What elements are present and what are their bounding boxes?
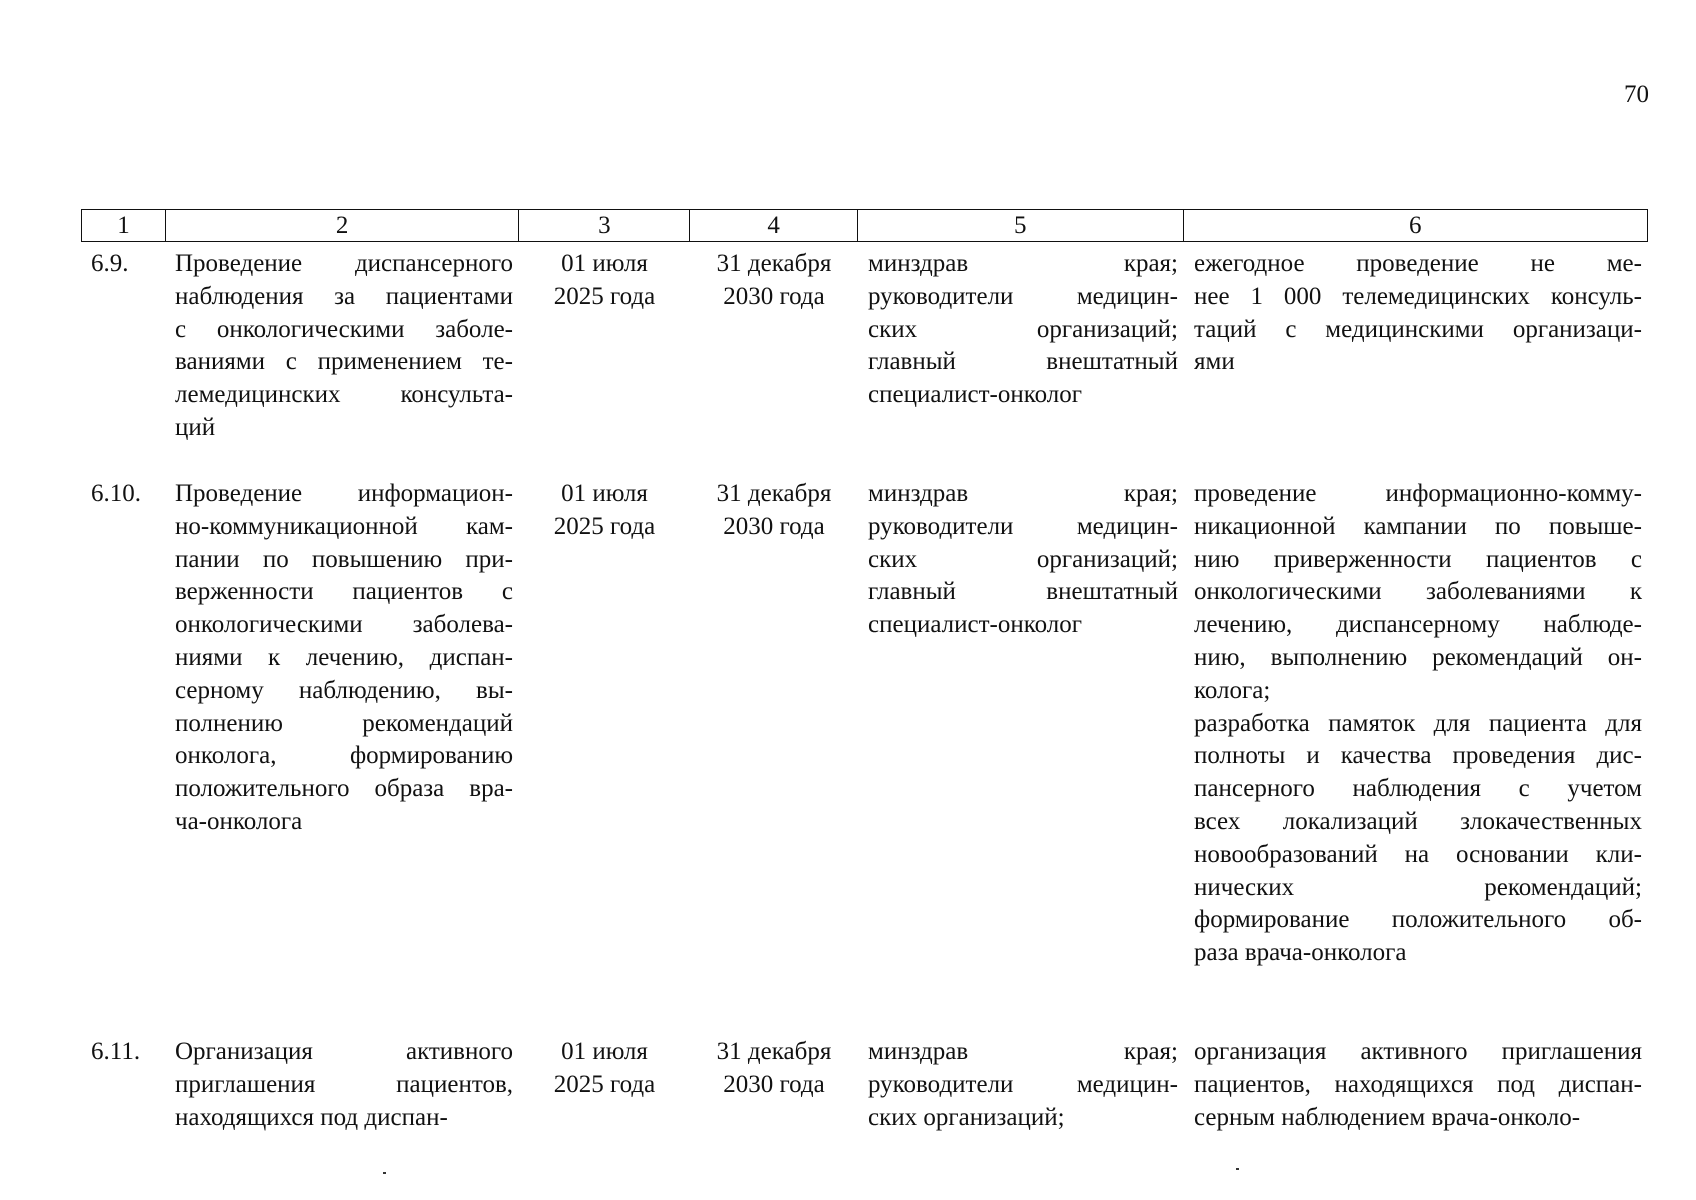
result-cell (1184, 1036, 1648, 1134)
word: руководители (868, 512, 1014, 540)
header-cell-4: 4 (690, 210, 858, 241)
text-line: 2025 года (553, 282, 656, 310)
word: он- (1607, 643, 1642, 671)
word: минздрав (868, 1038, 969, 1065)
word: кли- (1595, 840, 1642, 868)
word: полноты (1194, 742, 1286, 770)
text-line (175, 1069, 513, 1102)
word: ских (868, 545, 918, 573)
text-line: колога; (1194, 676, 1271, 704)
header-cell-2: 2 (166, 210, 520, 241)
text-line (1194, 1069, 1642, 1102)
word: Проведение (175, 480, 303, 507)
word: пациентов, (1194, 1070, 1311, 1098)
word: медицин- (1076, 512, 1178, 540)
text-line: ча-онколога (175, 807, 303, 835)
text-line (175, 740, 513, 773)
result-cell (1184, 478, 1648, 970)
word: заболеваниями (1426, 578, 1586, 606)
word: внештатный (1046, 578, 1178, 606)
word: ских (868, 315, 918, 343)
text-line: 31 декабря (716, 1038, 832, 1065)
word: нических (1194, 873, 1295, 901)
word: таций (1194, 315, 1257, 343)
word: полнению (175, 709, 283, 737)
text-line (175, 478, 513, 511)
measure-description-cell (165, 1036, 519, 1134)
word: руководители (868, 282, 1014, 310)
text-line: 01 июля (561, 1038, 648, 1065)
text-line (868, 1069, 1178, 1102)
word: края; (1123, 250, 1178, 277)
word: организаций; (1036, 315, 1178, 343)
word: консульта- (400, 381, 513, 409)
word: положительного (1391, 906, 1567, 934)
word: лемедицинских (175, 381, 341, 409)
text-line: находящихся под диспан- (175, 1103, 448, 1131)
word: с (175, 315, 187, 343)
measure-description-cell (165, 248, 519, 445)
word: приверженности (1273, 545, 1452, 573)
responsible-cell (858, 1036, 1184, 1134)
word: нию, (1194, 643, 1246, 671)
word: организаций; (1036, 545, 1178, 573)
text-line (175, 379, 513, 412)
word: главный (868, 348, 956, 376)
word: проведение (1356, 250, 1479, 277)
text-line (175, 675, 513, 708)
word: рекомендаций (1432, 643, 1583, 671)
word: ежегодное (1194, 250, 1305, 277)
table-header-row (81, 209, 1648, 242)
text-line (868, 281, 1178, 314)
word: нее (1194, 282, 1230, 310)
word: минздрав (868, 480, 969, 507)
text-line (175, 544, 513, 577)
word: ваниями (175, 348, 266, 376)
text-line (1194, 576, 1642, 609)
text-line: 01 июля (561, 480, 648, 507)
text-line (868, 576, 1178, 609)
text-line (1194, 281, 1642, 314)
word: пациентов (352, 578, 464, 606)
text-line (1194, 248, 1642, 281)
text-line: 2025 года (553, 512, 656, 540)
word: пациентами (385, 282, 513, 310)
word: верженности (175, 578, 314, 606)
text-line (1194, 314, 1642, 347)
text-line: 31 декабря (716, 480, 832, 507)
word: по (262, 545, 289, 573)
text-line: 31 декабря (716, 250, 832, 277)
header-cell-6: 6 (1409, 212, 1422, 239)
word: пациентов (1485, 545, 1597, 573)
word: Организация (175, 1038, 313, 1065)
word: края; (1123, 480, 1178, 507)
scan-speck (383, 1172, 386, 1174)
word: вра- (469, 775, 513, 803)
word: для (1605, 709, 1642, 737)
text-line (868, 478, 1178, 511)
start-date-cell (519, 478, 690, 970)
word: минздрав (868, 250, 969, 277)
word: положительного (175, 775, 350, 803)
word: повыше- (1548, 512, 1642, 540)
text-line: 2030 года (723, 512, 825, 540)
start-date-cell (519, 248, 690, 445)
table-row (81, 478, 1648, 970)
word: с (1518, 775, 1530, 803)
word: 1 (1250, 282, 1263, 310)
word: памяток (1328, 709, 1416, 737)
end-date-cell (690, 1036, 858, 1134)
word: пациентов, (396, 1070, 513, 1098)
text-line (1194, 609, 1642, 642)
word: на (1404, 840, 1430, 868)
word: не (1530, 250, 1555, 277)
row-number-cell: 6.10. (91, 480, 141, 507)
word: те- (482, 348, 513, 376)
word: под (1497, 1070, 1535, 1098)
table-row (81, 248, 1648, 445)
word: заболева- (412, 611, 513, 639)
word: кам- (465, 512, 513, 540)
word: проведения (1452, 742, 1576, 770)
word: с (1285, 315, 1297, 343)
header-cell-1: 1 (82, 210, 166, 241)
word: активного (1360, 1038, 1468, 1065)
text-line (1194, 544, 1642, 577)
word: края; (1123, 1038, 1178, 1065)
word: Проведение (175, 250, 303, 277)
table-row (81, 1036, 1648, 1134)
word: качества (1340, 742, 1432, 770)
row-number-cell: 6.9. (91, 250, 129, 277)
responsible-cell (858, 248, 1184, 445)
word: применением (317, 348, 462, 376)
word: приглашения (1501, 1038, 1642, 1065)
header-cell-3: 3 (519, 210, 690, 241)
end-date-cell (690, 478, 858, 970)
word: образа (374, 775, 445, 803)
header-cell-5: 5 (858, 210, 1184, 241)
word: основании (1455, 840, 1569, 868)
text-line (868, 544, 1178, 577)
word: ме- (1606, 250, 1642, 277)
word: выполнению (1270, 643, 1408, 671)
word: и (1306, 742, 1320, 770)
word: информационно-комму- (1385, 480, 1642, 507)
word: внештатный (1046, 348, 1178, 376)
word: онкологическими (216, 315, 405, 343)
text-line: ями (1194, 348, 1235, 376)
end-date-cell (690, 248, 858, 445)
word: всех (1194, 807, 1241, 835)
text-line: 2030 года (723, 1070, 825, 1098)
word: онкологическими (175, 611, 363, 639)
text-line (1194, 1036, 1642, 1069)
word: медицин- (1076, 1070, 1178, 1098)
text-line (1194, 511, 1642, 544)
word: новообразований (1194, 840, 1378, 868)
word: разработка (1194, 709, 1310, 737)
word: диспансерному (1335, 611, 1500, 639)
text-line: раза врача-онколога (1194, 939, 1407, 967)
word: медицинскими (1325, 315, 1484, 343)
word: 000 (1283, 282, 1322, 310)
word: к (268, 643, 281, 671)
start-date-cell (519, 1036, 690, 1134)
word: наблюдения (1352, 775, 1482, 803)
text-line: 2030 года (723, 282, 825, 310)
text-line (175, 346, 513, 379)
text-line: 2025 года (553, 1070, 656, 1098)
text-line: серным наблюдением врача-онколо- (1194, 1103, 1581, 1131)
text-line (1194, 478, 1642, 511)
word: наблюдения (175, 282, 304, 310)
word: учетом (1567, 775, 1642, 803)
word: диспан- (429, 643, 513, 671)
text-line: 01 июля (561, 250, 648, 277)
word: консуль- (1550, 282, 1642, 310)
result-cell (1184, 248, 1648, 445)
word: диспансерного (354, 250, 513, 277)
word: активного (405, 1038, 513, 1065)
word: пансерного (1194, 775, 1315, 803)
word: наблюдению, (298, 676, 441, 704)
text-line: специалист-онколог (868, 381, 1083, 409)
word: телемедицинских (1342, 282, 1530, 310)
word: формированию (349, 742, 513, 770)
word: диспан- (1558, 1070, 1642, 1098)
word: с (501, 578, 513, 606)
word: лечению, (305, 643, 405, 671)
word: лечению, (1194, 611, 1293, 639)
row-number-cell: 6.11. (91, 1038, 141, 1065)
text-line (175, 281, 513, 314)
word: для (1433, 709, 1471, 737)
word: заболе- (435, 315, 513, 343)
word: организация (1194, 1038, 1327, 1065)
word: серному (175, 676, 264, 704)
word: главный (868, 578, 956, 606)
word: рекомендаций (362, 709, 513, 737)
word: информацион- (357, 480, 513, 507)
word: наблюде- (1543, 611, 1642, 639)
text-line (1194, 708, 1642, 741)
text-line (1194, 839, 1642, 872)
text-line (175, 314, 513, 347)
word: находящихся (1334, 1070, 1474, 1098)
text-line (175, 576, 513, 609)
word: локализаций (1282, 807, 1418, 835)
word: по (1494, 512, 1521, 540)
word: за (334, 282, 356, 310)
text-line (1194, 740, 1642, 773)
text-line: ских организаций; (868, 1103, 1065, 1131)
word: нию (1194, 545, 1240, 573)
text-line (175, 642, 513, 675)
text-line (1194, 773, 1642, 806)
word: организаци- (1512, 315, 1642, 343)
word: никационной (1194, 512, 1336, 540)
word: формирование (1194, 906, 1350, 934)
word: дис- (1596, 742, 1642, 770)
text-line (868, 1036, 1178, 1069)
word: руководители (868, 1070, 1014, 1098)
text-line (175, 773, 513, 806)
responsible-cell (858, 478, 1184, 970)
word: пании (175, 545, 240, 573)
text-line (868, 314, 1178, 347)
word: ниями (175, 643, 243, 671)
text-line (1194, 642, 1642, 675)
word: приглашения (175, 1070, 316, 1098)
text-line: ций (175, 413, 216, 441)
word: вы- (476, 676, 513, 704)
text-line: специалист-онколог (868, 611, 1083, 639)
word: онколога, (175, 742, 277, 770)
scan-speck (1236, 1168, 1239, 1170)
text-line (868, 346, 1178, 379)
word: об- (1608, 906, 1642, 934)
word: при- (465, 545, 513, 573)
text-line (175, 708, 513, 741)
word: повышению (311, 545, 443, 573)
word: но-коммуникационной (175, 512, 418, 540)
page-number: 70 (1624, 81, 1649, 108)
text-line (1194, 872, 1642, 905)
word: рекомендаций; (1484, 873, 1642, 901)
text-line (175, 511, 513, 544)
text-line (868, 248, 1178, 281)
text-line (868, 511, 1178, 544)
word: кампании (1363, 512, 1467, 540)
word: злокачественных (1460, 807, 1642, 835)
word: медицин- (1076, 282, 1178, 310)
word: пациента (1488, 709, 1587, 737)
text-line (1194, 806, 1642, 839)
word: проведение (1194, 480, 1317, 507)
text-line (175, 609, 513, 642)
text-line (1194, 904, 1642, 937)
measure-description-cell (165, 478, 519, 970)
word: онкологическими (1194, 578, 1382, 606)
text-line (175, 248, 513, 281)
text-line (175, 1036, 513, 1069)
word: к (1629, 578, 1642, 606)
word: с (285, 348, 297, 376)
word: с (1630, 545, 1642, 573)
